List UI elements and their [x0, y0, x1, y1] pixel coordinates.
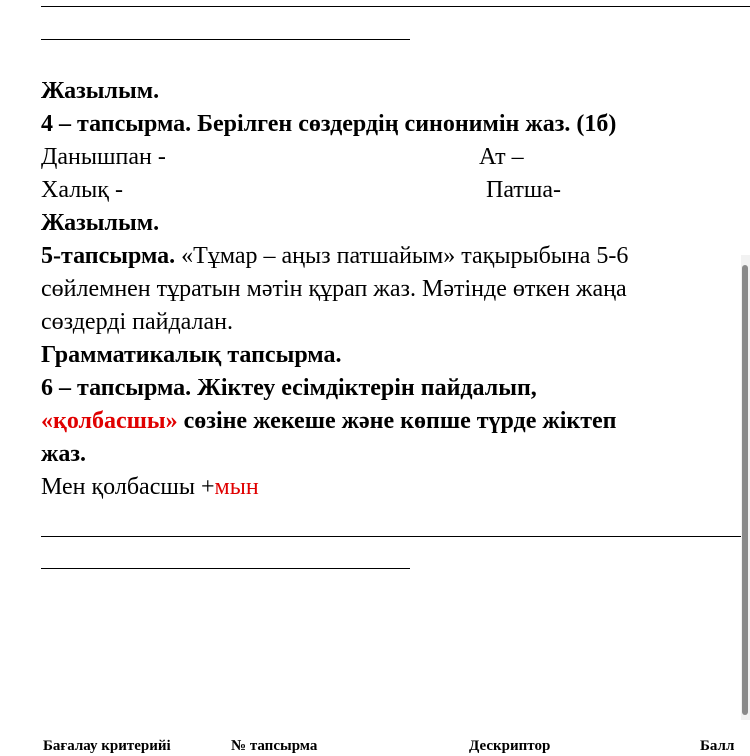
section-heading-grammar: Грамматикалық тапсырма.	[41, 342, 342, 368]
task6-highlight-word: «қолбасшы»	[41, 408, 178, 434]
task6-example-suffix: мын	[214, 474, 259, 500]
task5-text-1: «Тұмар – аңыз патшайым» тақырыбына 5-6	[175, 243, 629, 269]
task5-line3: сөздерді пайдалан.	[41, 309, 234, 335]
section-heading-writing-1: Жазылым.	[41, 78, 160, 104]
task4-item-patsha: Патша-	[486, 177, 561, 203]
task5-label: 5-тапсырма.	[41, 243, 176, 269]
answer-line-top-full	[41, 6, 750, 7]
answer-line-top-short	[41, 39, 410, 40]
task6-example-base: Мен қолбасшы +	[41, 474, 215, 500]
answer-line-bottom-full	[41, 536, 750, 537]
task6-example	[41, 471, 259, 504]
footer-col-descriptor: Дескриптор	[469, 738, 551, 754]
task5-line2: сөйлемнен тұратын мәтін құрап жаз. Мәтінде өткен жаңа	[41, 276, 627, 302]
task4-item-khalyk: Халық -	[41, 177, 123, 203]
task6-title-line2	[41, 405, 617, 438]
task6-title-line3: жаз.	[41, 441, 87, 467]
task6-title-line1: 6 – тапсырма. Жіктеу есімдіктерін пайдалып,	[41, 375, 537, 401]
scrollbar-thumb[interactable]	[742, 265, 748, 715]
task6-title-line2-rest: сөзіне жекеше және көпше түрде жіктеп	[177, 408, 617, 434]
section-heading-writing-2: Жазылым.	[41, 210, 160, 236]
task5-line1	[41, 240, 628, 273]
answer-line-bottom-short	[41, 568, 410, 569]
footer-col-points: Балл	[700, 738, 735, 754]
task4-title: 4 – тапсырма. Берілген сөздердің синонимін жаз. (1б)	[41, 111, 617, 137]
task4-item-danyshpan: Данышпан -	[41, 144, 166, 170]
vertical-scrollbar[interactable]	[741, 255, 750, 720]
footer-col-criteria: Бағалау критерийі	[43, 738, 171, 754]
footer-col-task-number: № тапсырма	[231, 738, 318, 754]
task4-item-at: Ат –	[479, 144, 524, 170]
